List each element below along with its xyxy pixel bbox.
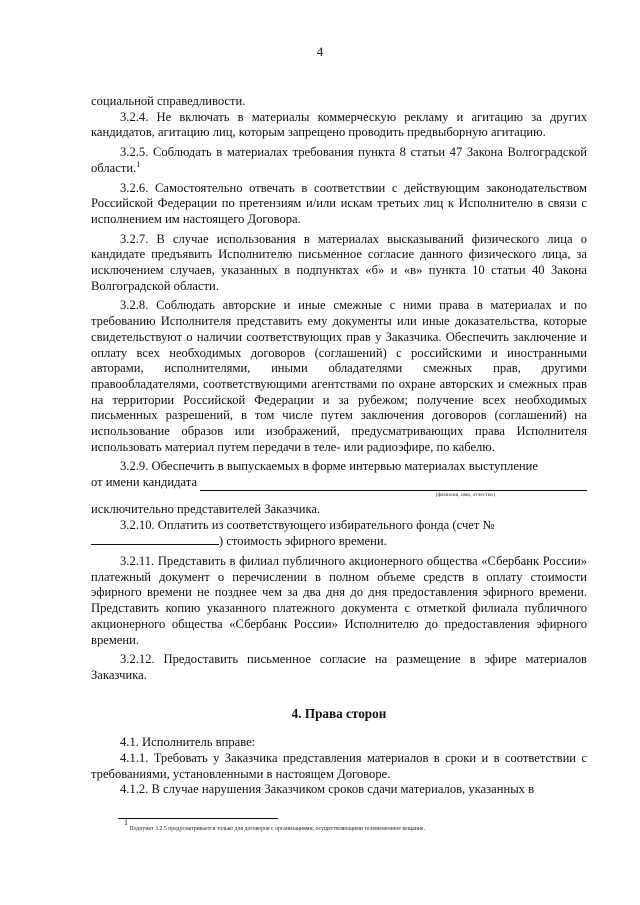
paragraph-3-2-10 [91,518,587,550]
section-title: 4. Права сторон [291,705,387,721]
document-body [91,94,587,798]
candidate-name-label: от имени кандидата [91,475,198,490]
paragraph-3-2-10-end: ) стоимость эфирного времени. [219,534,387,549]
candidate-name-row [91,475,587,491]
candidate-name-blank [200,478,587,491]
paragraph-3-2-12: 3.2.12. Предоставить письменное согласие на размещение в эфире материалов Заказчика. [91,652,587,682]
paragraph-3-2-6: 3.2.6. Самостоятельно отвечать в соответствии с действующим законодательством Российской Федерации по претензиям и/или искам третьих лиц к Исполнителю в связи с исполнением им настоящего Договора. [91,180,587,226]
paragraph-3-2-9-line3: исключительно представителей Заказчика. [91,501,321,516]
candidate-name-caption: (фамилия, имя, отчество) [435,491,495,498]
paragraph-3-2-10-start: 3.2.10. Оплатить из соответствующего избирательного фонда (счет № [120,517,495,532]
account-number-blank [91,533,219,545]
paragraph-3-2-5-text: 3.2.5. Соблюдать в материалах требования пункта 8 статьи 47 Закона Волгоградской области. [91,145,587,175]
paragraph-3-2-9-line1: 3.2.9. Обеспечить в выпускаемых в форме интервью материалах выступление [120,459,539,474]
footnote-reference: 1 [136,159,141,169]
paragraph-3-2-5 [91,145,587,176]
paragraph-3-2-4: 3.2.4. Не включать в материалы коммерческую рекламу и агитацию за других кандидатов, агитацию лиц, которым запрещено проводить предвыборную агитацию. [91,109,587,140]
paragraph-3-2-8: 3.2.8. Соблюдать авторские и иные смежные с ними права в материалах и по требованию Исполнителя представить ему документы или иные доказательства, которые свидетельствуют о наличии соответствующих прав у Заказчика. Обеспечить заключение и оплату всех необходимых договоров (соглашений) с российскими и иностранными авторами, исполнителями, иными обладателями смежных прав, другими правообладателями, соответствующими агентствами по охране авторских и смежных прав на территории Российской Федерации и за рубежом; получение всех необходимых письменных разрешений, в том числе путем заключения договоров (соглашений) на использование образов или изображений, предусматривающих права Исполнителя использовать материал путем передачи в теле- или радиоэфире, по кабелю. [91,298,587,454]
paragraph-3-2-7: 3.2.7. В случае использования в материалах высказываний физического лица о кандидате предъявить Исполнителю письменное согласие данного физического лица, за исключением случаев, указанных в подпунктах «б» и «в» пункта 10 статьи 40 Закона Волгоградской области. [91,231,587,293]
footnote-text: Подпункт 3.2.5 предусматривается только для договоров с организациями, осуществляющими телевизионное вещание. [129,826,425,832]
paragraph-continuation: социальной справедливости. [91,94,246,108]
paragraph-4-1: 4.1. Исполнитель вправе: [120,735,256,750]
footnote-divider [118,818,278,819]
footnote [124,818,594,833]
paragraph-3-2-11: 3.2.11. Представить в филиал публичного акционерного общества «Сбербанк России» платежный документ о перечислении в полном объеме средств в оплату стоимости эфирного времени не позднее чем за два дня до дня предоставления эфирного времени. Представить копию указанного платежного документа с отметкой филиала публичного акционерного общества «Сбербанк России» Исполнителю до предоставления эфирного времени. [91,553,587,647]
paragraph-4-1-2: 4.1.2. В случае нарушения Заказчиком сроков сдачи материалов, указанных в [120,782,535,797]
paragraph-4-1-1: 4.1.1. Требовать у Заказчика представления материалов в сроки и в соответствии с требованиями, установленными в настоящем Договоре. [91,751,587,781]
footnote-number: 1 [124,818,128,827]
page-number: 4 [316,44,324,59]
